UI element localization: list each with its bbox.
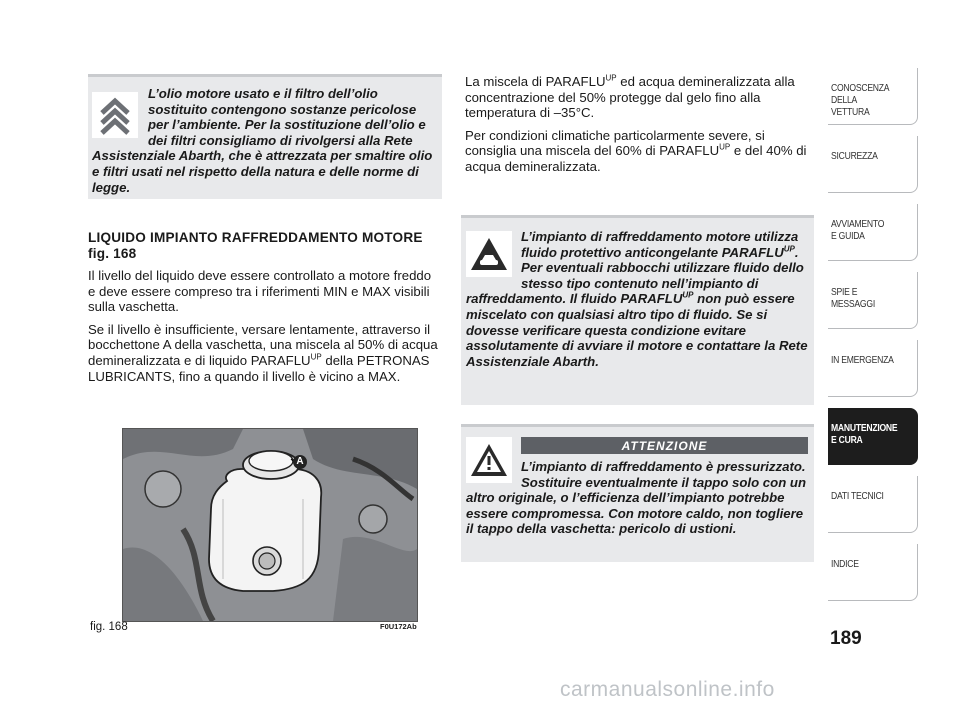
- mixture-paragraph-1: La miscela di $PARAFLU^{UP}$ ed acqua demineralizzata alla concentrazione del 50% protegge dal gelo fino alla temperatura di –35°C.: [465, 73, 795, 121]
- chapter-tab-label: IN EMERGENZA: [831, 354, 894, 366]
- coolant-level-paragraph: Il livello del liquido deve essere controllato a motore freddo e deve essere compreso tra i riferimenti MIN e MAX visibili sulla vaschetta.: [88, 268, 432, 315]
- chapter-tab[interactable]: [828, 68, 918, 125]
- warning-icon: [466, 437, 512, 483]
- chapter-tab-label: AVVIAMENTO E GUIDA: [831, 218, 885, 242]
- coolant-reservoir-drawing: [123, 429, 417, 621]
- chapter-tab[interactable]: [828, 204, 918, 261]
- environment-note: [88, 74, 442, 199]
- figure-caption: fig. 168: [90, 621, 128, 633]
- chapter-tab-label: DATI TECNICI: [831, 490, 884, 502]
- chapter-tab[interactable]: [828, 340, 918, 397]
- chapter-tabs: [828, 68, 918, 612]
- mixture-text: [465, 74, 813, 182]
- chapter-tab-label: SPIE E MESSAGGI: [831, 286, 875, 310]
- figure-168: [122, 428, 418, 622]
- section-title: LIQUIDO IMPIANTO RAFFREDDAMENTO MOTORE fig. 168: [88, 230, 423, 261]
- chapter-tab-label: CONOSCENZA DELLA VETTURA: [831, 82, 890, 118]
- environment-note-text: L’olio motore usato e il filtro dell’olio sostituito contengono sostanze pericolose per l’ambiente. Per la sostituzione dell’olio e dei filtri consigliamo di rivolgersi alla Rete Assistenziale Abarth, che è attrezzata per smaltire olio e filtri usati nel rispetto della natura e delle norme di legge.: [92, 86, 433, 195]
- watermark: carmanualsonline.info: [560, 678, 775, 701]
- warning-text: L’impianto di raffreddamento è pressurizzato. Sostituire eventualmente il tappo solo con un altro originale, o l’efficienza dell’impianto potrebbe essere compromessa. Con motore caldo, non togliere il tappo della vaschetta: pericolo di ustioni.: [466, 459, 807, 537]
- chapter-tab[interactable]: [828, 136, 918, 193]
- coolant-section: [88, 230, 438, 391]
- chapter-tab-label: SICUREZZA: [831, 150, 878, 162]
- warning-banner: ATTENZIONE: [521, 437, 808, 454]
- figure-marker-a: A: [293, 455, 307, 469]
- chapter-tab[interactable]: [828, 272, 918, 329]
- chapter-tab-label: INDICE: [831, 558, 859, 570]
- chapter-tab[interactable]: [828, 408, 918, 465]
- coolant-topup-paragraph: Se il livello è insufficiente, versare lentamente, attraverso il bocchettone A della vaschetta, una miscela al 50% di acqua demineralizzata e di liquido $PARAFLU^{UP}$ della PETRONAS LUBRICANTS, fino a quando il livello è vicino a MAX.: [88, 321, 438, 384]
- environment-icon: [92, 92, 138, 138]
- chapter-tab[interactable]: [828, 544, 918, 601]
- warning-box: [461, 424, 814, 562]
- chapter-tab-label: MANUTENZIONE E CURA: [831, 422, 898, 446]
- car-warning-icon: [466, 231, 512, 277]
- page-number: 189: [830, 628, 862, 649]
- mixture-paragraph-2: Per condizioni climatiche particolarmente severe, si consiglia una miscela del 60% di $PARAFLU^{UP}$ e del 40% di acqua demineralizzata.: [465, 127, 807, 174]
- paraflu-note-text: L’impianto di raffreddamento motore utilizza fluido protettivo anticongelante $PARAFLU^{UP}$. Per eventuali rabbocchi utilizzare fluido dello stesso tipo contenuto nell’impianto di raffreddamento. Il fluido $PARAFLU^{UP}$ non può essere miscelato con qualsiasi altro tipo di fluido. Se si dovesse verificare questa condizione evitare assolutamente di avviare il motore e contattare la Rete Assistenziale Abarth.: [466, 229, 808, 369]
- figure-code: F0U172Ab: [380, 622, 417, 631]
- paraflu-note: [461, 215, 814, 405]
- chapter-tab[interactable]: [828, 476, 918, 533]
